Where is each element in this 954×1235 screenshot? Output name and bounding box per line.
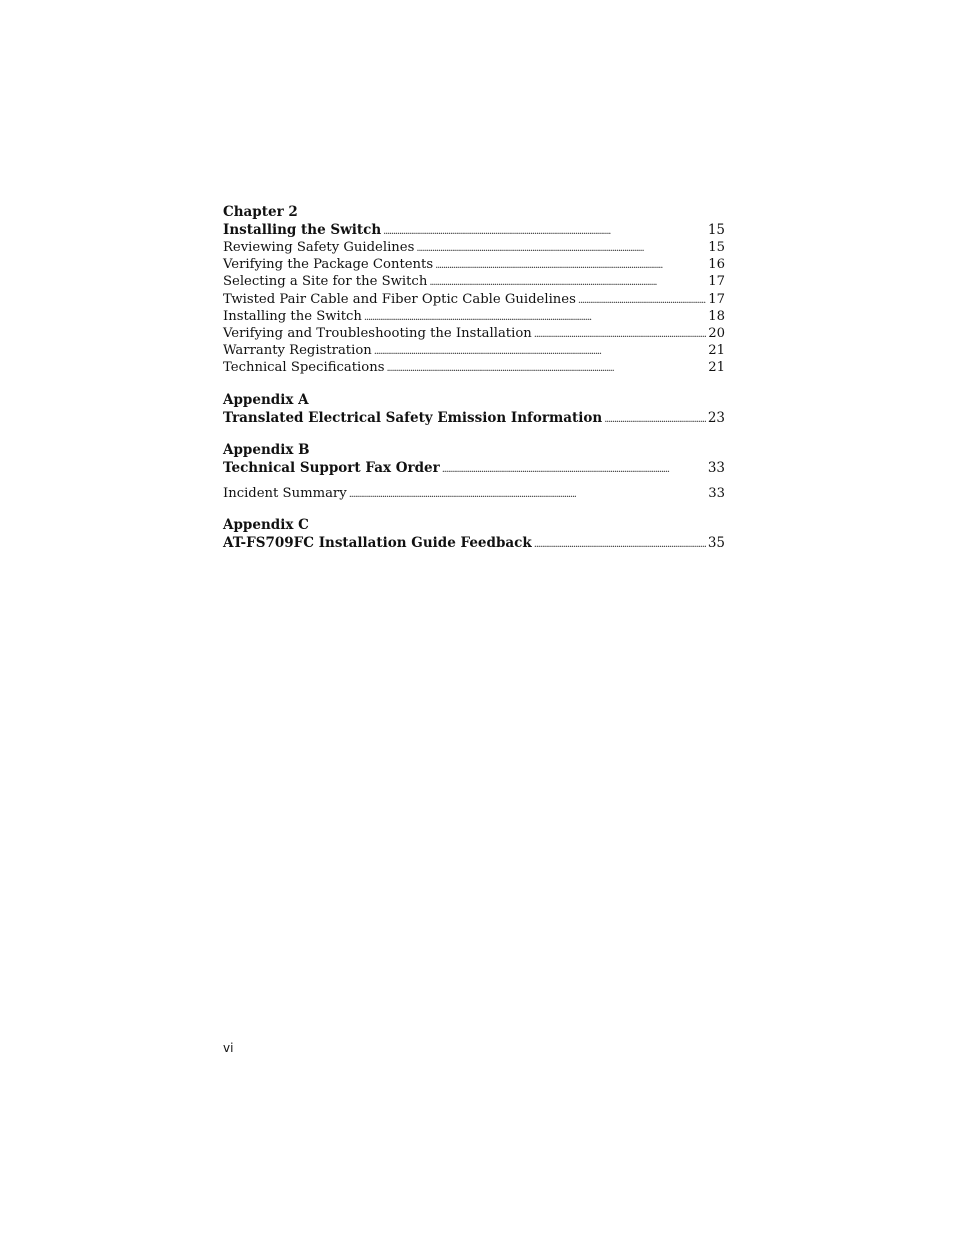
- dot-leader: [534, 325, 706, 343]
- dot-leader: [386, 359, 706, 377]
- section-heading: Appendix C: [223, 516, 309, 533]
- entry-title: Technical Specifications: [223, 360, 385, 376]
- toc-entry[interactable]: [223, 239, 725, 256]
- entry-page: 17: [708, 291, 725, 307]
- dot-leader: [435, 256, 706, 274]
- dot-leader: [604, 409, 706, 429]
- toc-section-appendix-b: [223, 441, 725, 502]
- entry-title: Verifying the Package Contents: [223, 257, 434, 273]
- page-number: vi: [223, 1041, 234, 1055]
- entry-title: Selecting a Site for the Switch: [223, 274, 428, 290]
- toc-entry[interactable]: [223, 291, 725, 308]
- dot-leader: [442, 459, 706, 479]
- toc-entry[interactable]: [223, 342, 725, 359]
- toc-section-appendix-c: [223, 516, 725, 552]
- toc-section-chapter-2: [223, 203, 725, 377]
- toc-entry[interactable]: [223, 256, 725, 273]
- section-heading: Chapter 2: [223, 204, 298, 220]
- toc-entry[interactable]: [223, 273, 725, 290]
- toc-entry[interactable]: [223, 534, 725, 552]
- dot-leader: [578, 291, 706, 309]
- toc-entry[interactable]: [223, 308, 725, 325]
- dot-leader: [534, 534, 706, 554]
- entry-title: Installing the Switch: [223, 222, 382, 238]
- dot-leader: [416, 239, 706, 257]
- entry-page: 16: [708, 257, 725, 273]
- dot-leader: [429, 273, 706, 291]
- entry-title: Twisted Pair Cable and Fiber Optic Cable Guidelines: [223, 291, 576, 307]
- entry-page: 20: [708, 325, 725, 341]
- section-heading: Appendix B: [223, 441, 310, 458]
- dot-leader: [349, 485, 707, 503]
- entry-page: 21: [708, 360, 725, 376]
- entry-page: 35: [707, 534, 725, 551]
- toc-entry[interactable]: [223, 459, 725, 477]
- toc-section-appendix-a: [223, 391, 725, 427]
- entry-page: 23: [707, 409, 725, 426]
- entry-page: 21: [708, 343, 725, 359]
- entry-page: 15: [708, 240, 725, 255]
- toc-entry[interactable]: [223, 359, 725, 376]
- section-heading: Appendix A: [223, 391, 309, 408]
- toc-entry[interactable]: [223, 221, 725, 239]
- entry-title: AT-FS709FC Installation Guide Feedback: [223, 534, 532, 551]
- toc-entry[interactable]: [223, 325, 725, 342]
- entry-page: 18: [708, 308, 725, 324]
- entry-title: Technical Support Fax Order: [223, 459, 440, 476]
- entry-title: Reviewing Safety Guidelines: [223, 240, 415, 255]
- entry-page: 33: [708, 485, 725, 501]
- dot-leader: [383, 221, 706, 241]
- entry-title: Warranty Registration: [223, 343, 372, 359]
- table-of-contents: [223, 203, 725, 566]
- toc-entry[interactable]: [223, 409, 725, 427]
- dot-leader: [374, 342, 706, 360]
- entry-page: 33: [707, 459, 725, 476]
- entry-title: Verifying and Troubleshooting the Installation: [223, 325, 532, 341]
- entry-page: 15: [707, 222, 725, 238]
- entry-title: Installing the Switch: [223, 308, 362, 324]
- entry-title: Translated Electrical Safety Emission Information: [223, 409, 603, 426]
- entry-page: 17: [708, 274, 725, 290]
- dot-leader: [364, 308, 706, 326]
- entry-title: Incident Summary: [223, 485, 347, 501]
- toc-entry[interactable]: [223, 485, 725, 502]
